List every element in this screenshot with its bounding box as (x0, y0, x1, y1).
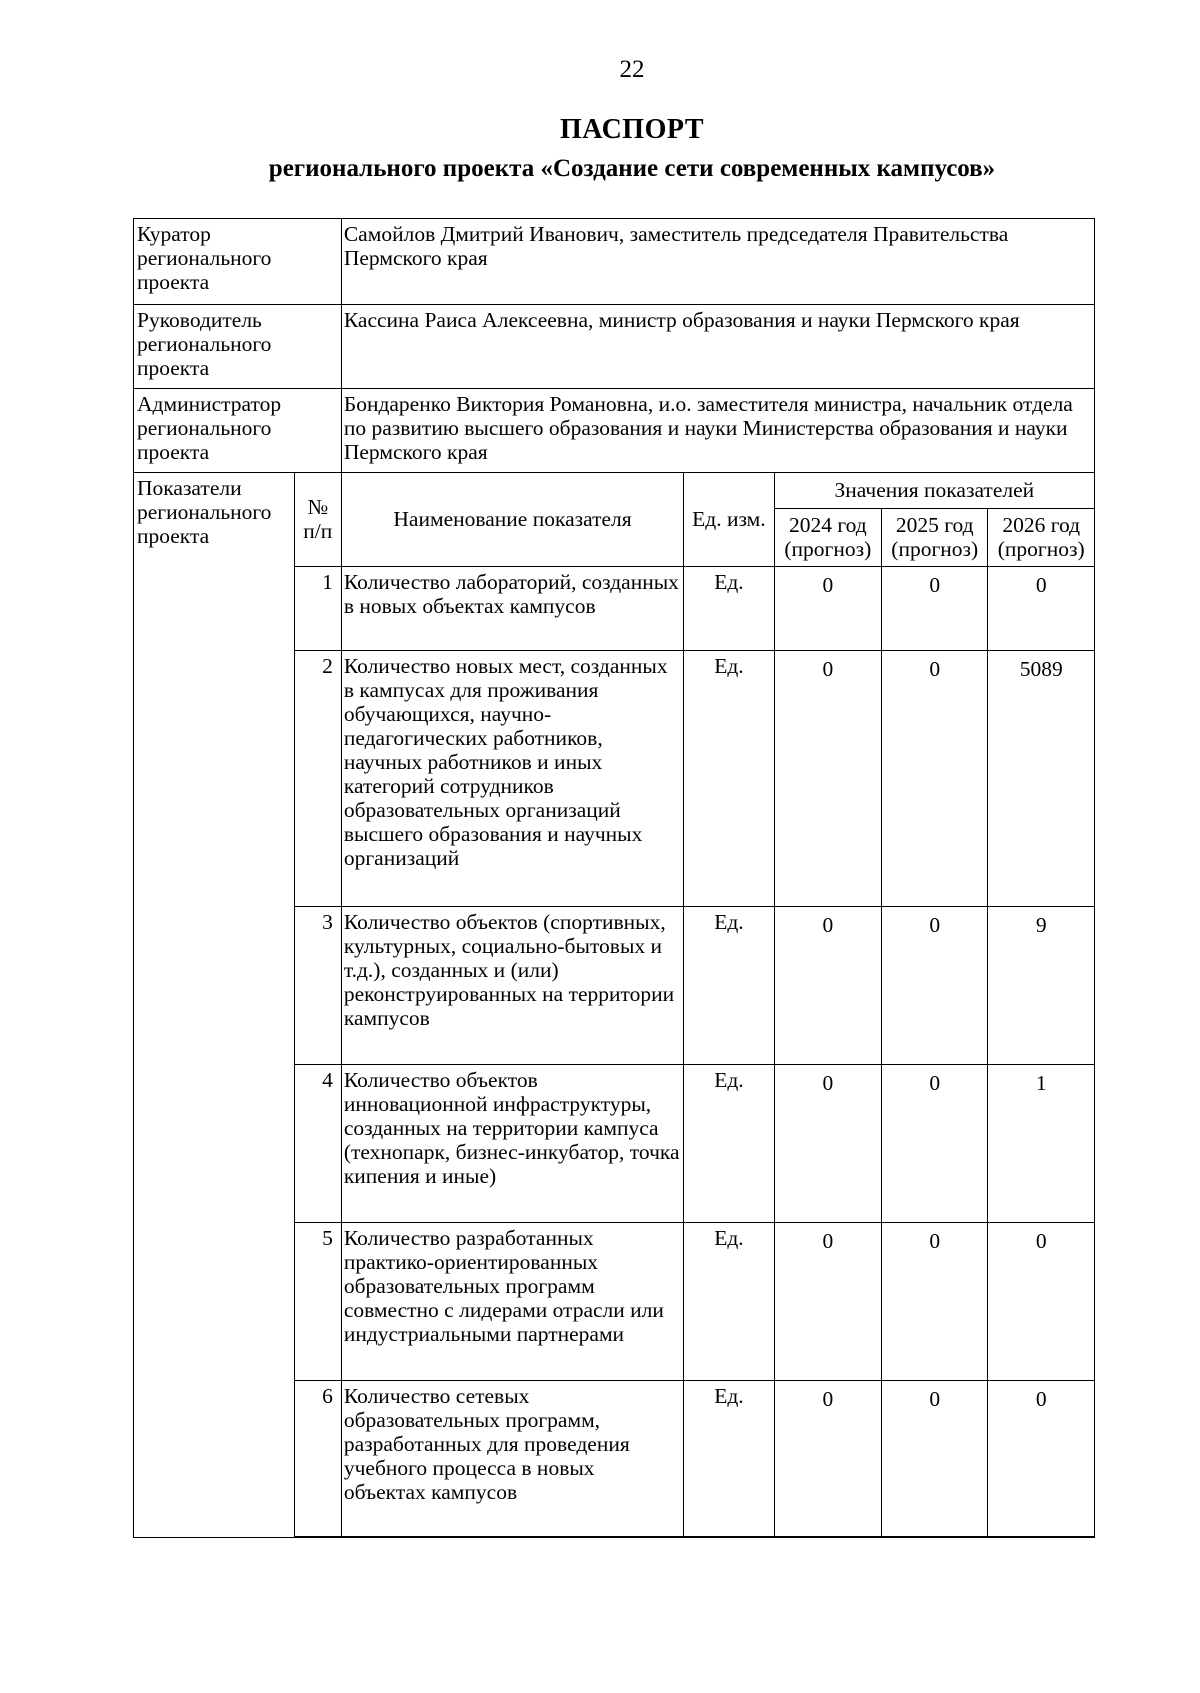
head-label: Руководитель регионального проекта (134, 305, 342, 389)
row-name: Количество объектов (спортивных, культурных, социально-бытовых и т.д.), созданных и (или) реконструированных на территории кампусов (341, 907, 683, 1065)
col-name-header: Наименование показателя (341, 473, 683, 567)
document-title: ПАСПОРТ (559, 114, 704, 145)
row-num: 1 (294, 567, 341, 651)
row-name: Количество лабораторий, созданных в новых объектах кампусов (341, 567, 683, 651)
row-value-2024: 0 (774, 651, 881, 907)
row-value-2025: 0 (882, 651, 988, 907)
col-num-header: № п/п (294, 473, 341, 567)
row-value-2025: 0 (882, 1223, 988, 1381)
row-num: 6 (294, 1381, 341, 1537)
row-value-2025: 0 (882, 1065, 988, 1223)
row-num: 4 (294, 1065, 341, 1223)
year-2024-header: 2024 год (прогноз) (774, 509, 881, 567)
row-num: 2 (294, 651, 341, 907)
indicators-label: Показатели регионального проекта (134, 473, 295, 1538)
values-group-header: Значения показателей (774, 473, 1094, 509)
page-number: 22 (619, 56, 645, 83)
row-num: 5 (294, 1223, 341, 1381)
row-name: Количество сетевых образовательных программ, разработанных для проведения учебного процесса в новых объектах кампусов (341, 1381, 683, 1537)
row-unit: Ед. (684, 907, 774, 1065)
row-value-2026: 0 (988, 1223, 1095, 1381)
row-name: Количество объектов инновационной инфраструктуры, созданных на территории кампуса (технопарк, бизнес-инкубатор, точка кипения и иные) (341, 1065, 683, 1223)
row-value-2026: 0 (988, 567, 1095, 651)
row-value-2024: 0 (774, 1223, 881, 1381)
row-unit: Ед. (684, 1065, 774, 1223)
administrator-row (134, 389, 1095, 473)
row-unit: Ед. (684, 567, 774, 651)
year-2026-header: 2026 год (прогноз) (988, 509, 1095, 567)
passport-table (133, 218, 1095, 1538)
row-value-2026: 9 (988, 907, 1095, 1065)
row-value-2026: 5089 (988, 651, 1095, 907)
row-name: Количество новых мест, созданных в кампусах для проживания обучающихся, научно-педагогических работников, научных работников и иных категорий сотрудников образовательных организаций высшего образования и научных организаций (341, 651, 683, 907)
row-unit: Ед. (684, 1223, 774, 1381)
row-value-2025: 0 (882, 907, 988, 1065)
blank-cell (294, 1537, 1094, 1538)
administrator-value: Бондаренко Виктория Романовна, и.о. заместителя министра, начальник отдела по развитию высшего образования и науки Министерства образования и науки Пермского края (341, 389, 1094, 473)
year-2025-header: 2025 год (прогноз) (882, 509, 988, 567)
administrator-label: Администратор регионального проекта (134, 389, 342, 473)
curator-row (134, 219, 1095, 305)
col-unit-header: Ед. изм. (684, 473, 774, 567)
row-num: 3 (294, 907, 341, 1065)
head-value: Кассина Раиса Алексеевна, министр образования и науки Пермского края (341, 305, 1094, 389)
row-value-2024: 0 (774, 1381, 881, 1537)
row-value-2025: 0 (882, 1381, 988, 1537)
row-value-2025: 0 (882, 567, 988, 651)
row-value-2024: 0 (774, 907, 881, 1065)
curator-value: Самойлов Дмитрий Иванович, заместитель председателя Правительства Пермского края (341, 219, 1094, 305)
row-value-2024: 0 (774, 567, 881, 651)
row-unit: Ед. (684, 651, 774, 907)
row-value-2024: 0 (774, 1065, 881, 1223)
head-row (134, 305, 1095, 389)
curator-label: Куратор регионального проекта (134, 219, 342, 305)
row-value-2026: 0 (988, 1381, 1095, 1537)
indicators-header-row-1 (134, 473, 1095, 509)
row-name: Количество разработанных практико-ориентированных образовательных программ совместно с лидерами отрасли или индустриальными партнерами (341, 1223, 683, 1381)
row-value-2026: 1 (988, 1065, 1095, 1223)
document-subtitle: регионального проекта «Создание сети современных кампусов» (268, 155, 996, 182)
row-unit: Ед. (684, 1381, 774, 1537)
